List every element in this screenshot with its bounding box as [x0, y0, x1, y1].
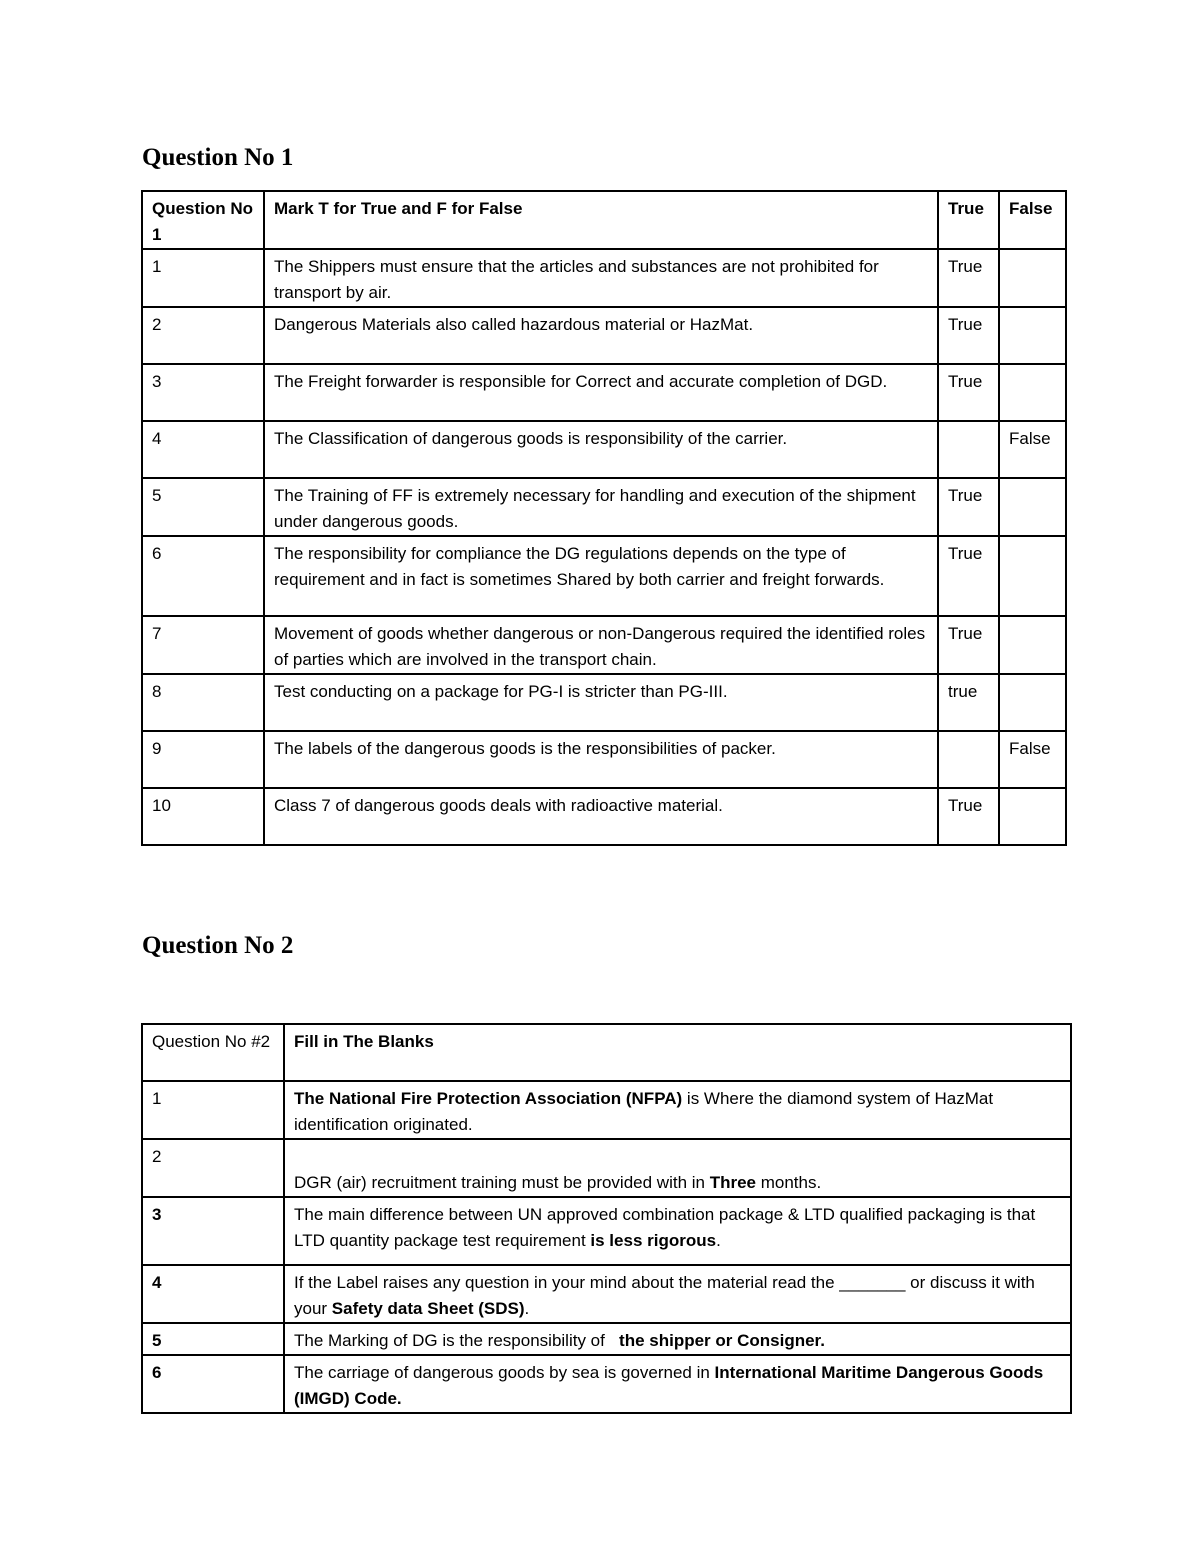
true-false-table — [141, 190, 1067, 846]
table-row — [142, 478, 1066, 536]
row-statement: Dangerous Materials also called hazardous material or HazMat. — [264, 307, 938, 364]
row-number: 4 — [142, 421, 264, 478]
row-true-answer: True — [938, 536, 999, 616]
table-row — [142, 674, 1066, 731]
statement-text: DGR (air) recruitment training must be provided with in — [294, 1173, 710, 1192]
table-row — [142, 1323, 1071, 1355]
table-row — [142, 307, 1066, 364]
row-number: 4 — [142, 1265, 284, 1323]
statement-text: The carriage of dangerous goods by sea is governed in — [294, 1363, 715, 1382]
row-number: 7 — [142, 616, 264, 674]
row-statement — [284, 1265, 1071, 1323]
table-header-row — [142, 191, 1066, 249]
table-row — [142, 536, 1066, 616]
table-row — [142, 1139, 1071, 1197]
row-number: 1 — [142, 1081, 284, 1139]
row-number: 5 — [142, 1323, 284, 1355]
row-false-answer — [999, 788, 1066, 845]
row-statement — [284, 1081, 1071, 1139]
table-row — [142, 1265, 1071, 1323]
row-number: 6 — [142, 1355, 284, 1413]
row-statement: The labels of the dangerous goods is the responsibilities of packer. — [264, 731, 938, 788]
table-row — [142, 1355, 1071, 1413]
row-statement: Test conducting on a package for PG-I is stricter than PG-III. — [264, 674, 938, 731]
row-false-answer: False — [999, 731, 1066, 788]
table-row — [142, 1197, 1071, 1265]
row-number: 3 — [142, 364, 264, 421]
statement-text: is Where the diamond system of HazMat identification originated. — [294, 1089, 994, 1134]
row-true-answer: True — [938, 364, 999, 421]
row-true-answer: True — [938, 788, 999, 845]
row-statement: The responsibility for compliance the DG regulations depends on the type of requirement and in fact is sometimes Shared by both carrier and freight forwards. — [264, 536, 938, 616]
row-false-answer — [999, 364, 1066, 421]
header-false: False — [999, 191, 1066, 249]
row-statement — [284, 1197, 1071, 1265]
row-statement: The Training of FF is extremely necessary for handling and execution of the shipment under dangerous goods. — [264, 478, 938, 536]
row-false-answer: False — [999, 421, 1066, 478]
table-row — [142, 421, 1066, 478]
statement-text: The Marking of DG is the responsibility of — [294, 1331, 620, 1350]
header-question-number: Question No #2 — [142, 1024, 284, 1081]
header-statement: Fill in The Blanks — [284, 1024, 1071, 1081]
header-true: True — [938, 191, 999, 249]
statement-text: The main difference between UN approved combination package & LTD qualified packaging is that LTD quantity package test requirement — [294, 1205, 1036, 1250]
row-true-answer: True — [938, 478, 999, 536]
row-true-answer: True — [938, 616, 999, 674]
row-statement: The Shippers must ensure that the articles and substances are not prohibited for transport by air. — [264, 249, 938, 307]
row-statement: Movement of goods whether dangerous or non-Dangerous required the identified roles of parties which are involved in the transport chain. — [264, 616, 938, 674]
question-1-heading: Question No 1 — [142, 144, 294, 171]
row-true-answer — [938, 421, 999, 478]
statement-text: . — [524, 1299, 530, 1318]
row-true-answer: true — [938, 674, 999, 731]
row-number: 3 — [142, 1197, 284, 1265]
answer-text: Three — [709, 1173, 756, 1192]
row-number: 6 — [142, 536, 264, 616]
header-statement: Mark T for True and F for False — [264, 191, 938, 249]
row-number: 10 — [142, 788, 264, 845]
row-true-answer: True — [938, 249, 999, 307]
answer-text: Safety data Sheet (SDS) — [331, 1299, 525, 1318]
row-false-answer — [999, 478, 1066, 536]
row-statement: The Classification of dangerous goods is responsibility of the carrier. — [264, 421, 938, 478]
row-statement — [284, 1355, 1071, 1413]
header-question-number: Question No 1 — [142, 191, 264, 249]
row-statement: Class 7 of dangerous goods deals with radioactive material. — [264, 788, 938, 845]
table-row — [142, 364, 1066, 421]
row-number: 8 — [142, 674, 264, 731]
row-false-answer — [999, 307, 1066, 364]
statement-text: . — [716, 1231, 721, 1250]
row-number: 5 — [142, 478, 264, 536]
answer-text: the shipper or Consigner. — [619, 1331, 825, 1350]
answer-text: is less rigorous — [590, 1231, 717, 1250]
row-false-answer — [999, 536, 1066, 616]
row-number: 9 — [142, 731, 264, 788]
row-statement: The Freight forwarder is responsible for Correct and accurate completion of DGD. — [264, 364, 938, 421]
row-false-answer — [999, 674, 1066, 731]
row-true-answer: True — [938, 307, 999, 364]
question-2-heading: Question No 2 — [142, 932, 294, 959]
table-row — [142, 616, 1066, 674]
answer-text: The National Fire Protection Association (NFPA) — [294, 1089, 683, 1108]
fill-in-blanks-table — [141, 1023, 1072, 1414]
table-row — [142, 249, 1066, 307]
answer-text: International Maritime Dangerous Goods (IMGD) Code. — [294, 1363, 1044, 1408]
row-number: 1 — [142, 249, 264, 307]
row-false-answer — [999, 616, 1066, 674]
table-row — [142, 788, 1066, 845]
row-statement — [284, 1323, 1071, 1355]
table-row — [142, 1081, 1071, 1139]
statement-text: months. — [756, 1173, 822, 1192]
table-row — [142, 731, 1066, 788]
row-true-answer — [938, 731, 999, 788]
row-statement — [284, 1139, 1071, 1197]
row-false-answer — [999, 249, 1066, 307]
row-number: 2 — [142, 307, 264, 364]
table-header-row — [142, 1024, 1071, 1081]
statement-text: If the Label raises any question in your mind about the material read the _______ or discuss it with your — [294, 1273, 1035, 1318]
row-number: 2 — [142, 1139, 284, 1197]
